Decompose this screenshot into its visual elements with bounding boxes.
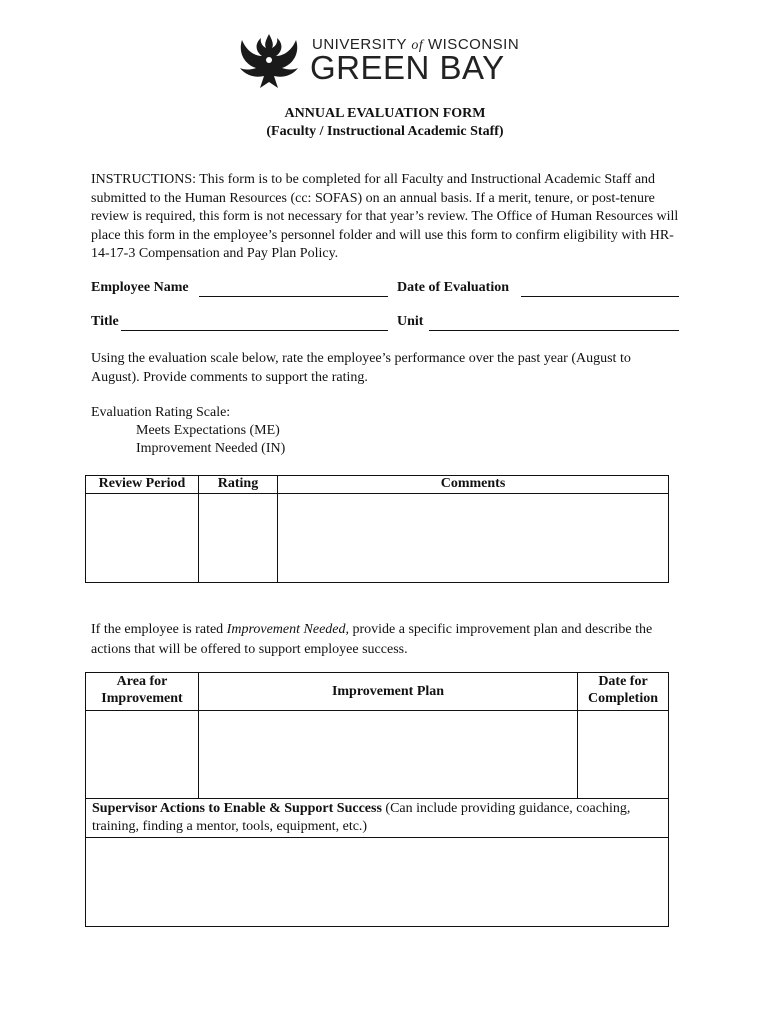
review-period-cell[interactable] [86,494,199,583]
unit-label: Unit [397,314,424,329]
improvement-plan-header: Improvement Plan [199,673,578,711]
title-label: Title [91,314,119,329]
rating-header: Rating [199,476,278,494]
review-table [85,475,669,583]
area-for-improvement-header: Area for Improvement [86,673,199,711]
instructions-paragraph: INSTRUCTIONS: This form is to be completed for all Faculty and Instructional Academic Staff and submitted to the Human Resources (cc: SOFAS) on an annual basis. If a merit, tenure, or post-tenure review is required, this form is not necessary for that year’s review. The Office of Human Resources will place this form in the employee’s personnel folder and will use this form to confirm eligibility with HR-14-17-3 Compensation and Pay Plan Policy. [91,172,679,261]
supervisor-actions-row [86,838,669,927]
university-logo [236,30,536,90]
review-table-row [86,494,669,583]
employee-name-field[interactable] [199,296,388,297]
supervisor-actions-heading-row [86,799,669,838]
review-period-header: Review Period [86,476,199,494]
improvement-plan-cell[interactable] [199,711,578,799]
improvement-table [85,672,669,927]
phoenix-icon [236,30,302,90]
scale-item-me: Meets Expectations (ME) [136,423,280,438]
improvement-table-header-row [86,673,669,711]
logo-university-line: UNIVERSITY of WISCONSIN [312,36,520,53]
date-for-completion-cell[interactable] [578,711,669,799]
scale-item-in: Improvement Needed (IN) [136,441,286,456]
improvement-table-row [86,711,669,799]
date-of-evaluation-label: Date of Evaluation [397,280,509,295]
supervisor-actions-cell[interactable] [86,838,669,927]
comments-cell[interactable] [278,494,669,583]
logo-campus-name: GREEN BAY [310,49,505,86]
title-field[interactable] [121,330,388,331]
rating-scale-heading: Evaluation Rating Scale: [91,405,231,420]
review-table-header-row [86,476,669,494]
rating-instruction: Using the evaluation scale below, rate the employee’s performance over the past year (August to August). Provide comments to support the rating. [91,351,631,385]
employee-name-label: Employee Name [91,280,189,295]
unit-field[interactable] [429,330,679,331]
date-of-evaluation-field[interactable] [521,296,679,297]
date-for-completion-header: Date for Completion [578,673,669,711]
form-subtitle: (Faculty / Instructional Academic Staff) [266,124,504,139]
improvement-intro: If the employee is rated Improvement Needed, provide a specific improvement plan and describe the actions that will be offered to support employee success. [91,622,653,657]
rating-cell[interactable] [199,494,278,583]
supervisor-actions-heading: Supervisor Actions to Enable & Support Success (Can include providing guidance, coaching, training, finding a mentor, tools, equipment, etc.) [86,799,669,838]
area-for-improvement-cell[interactable] [86,711,199,799]
comments-header: Comments [278,476,669,494]
form-title: ANNUAL EVALUATION FORM [284,106,486,121]
